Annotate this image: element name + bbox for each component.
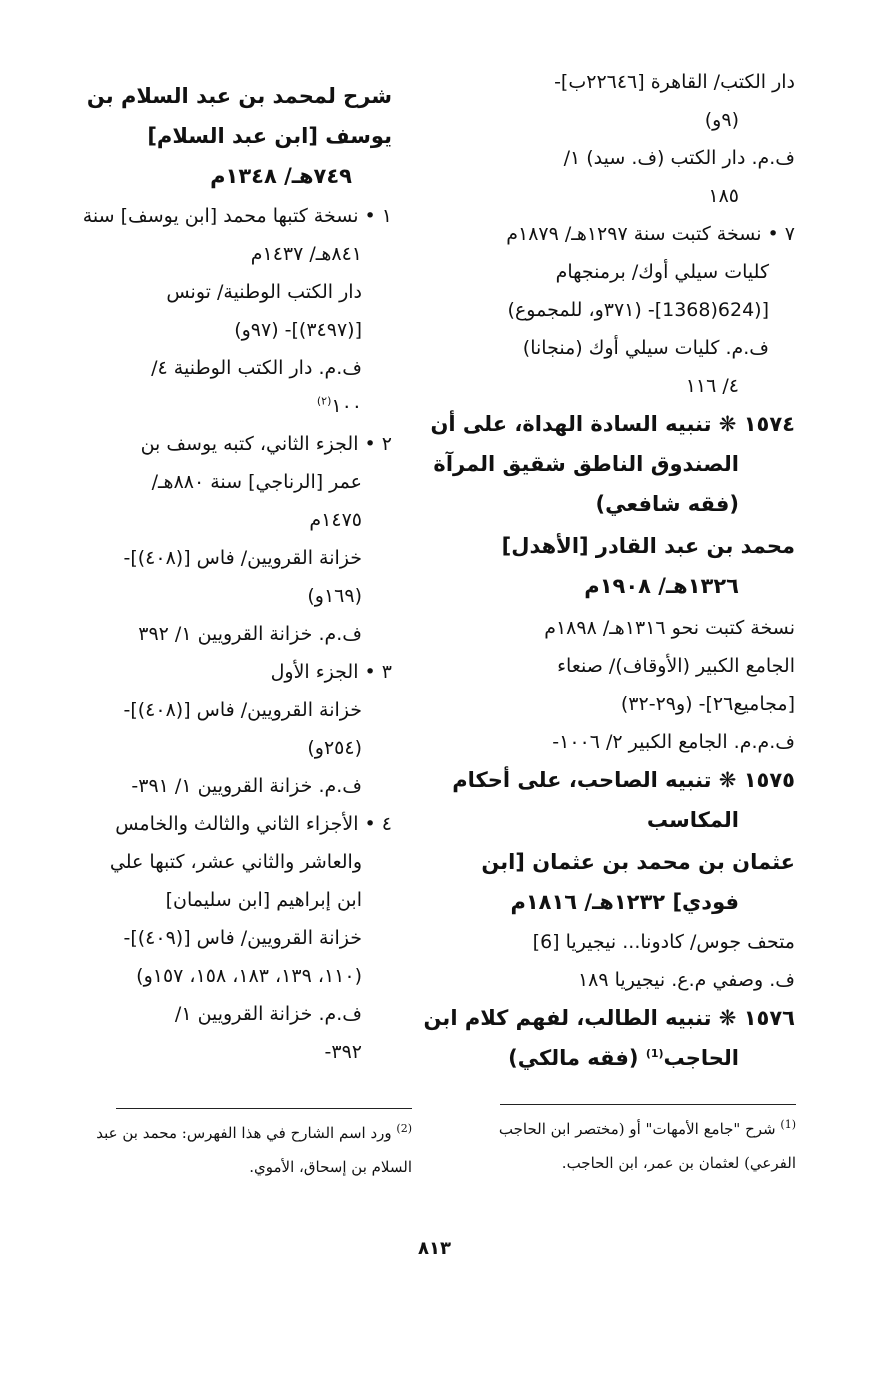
- commentary-title: شرح لمحمد بن عبد السلام بن: [86, 84, 392, 108]
- text-line: ٤/ ١١٦: [685, 375, 739, 397]
- author-dates: ١٣٢٦هـ/ ١٩٠٨م: [584, 574, 739, 598]
- author-name: عثمان بن محمد بن عثمان [ابن: [481, 850, 795, 874]
- footnote-ref: (1): [645, 1047, 664, 1060]
- entry-title: الصندوق الناطق شقيق المرآة: [433, 452, 739, 476]
- footnote-divider: [116, 1108, 412, 1109]
- text-line: ف. وصفي م.ع. نيجيريا ١٨٩: [577, 969, 795, 991]
- text-line-with-ref: [317, 392, 362, 420]
- commentary-title: يوسف [ابن عبد السلام]: [147, 124, 392, 148]
- text-line: (١١٠، ١٣٩، ١٨٣، ١٥٨، ١٥٧و): [136, 965, 362, 987]
- text-line: ١٨٥: [708, 185, 739, 207]
- text-line: ف.م. خزانة القرويين ١/: [174, 1003, 362, 1025]
- text-line: ٧ • نسخة كتبت سنة ١٢٩٧هـ/ ١٨٧٩م: [506, 223, 795, 245]
- text-line: ١ • نسخة كتبها محمد [ابن يوسف] سنة: [82, 205, 392, 227]
- text-line: ٤ • الأجزاء الثاني والثالث والخامس: [115, 813, 392, 835]
- text-line: ف.م. كليات سيلي أوك (منجانا): [522, 337, 769, 359]
- text-line: دار الكتب الوطنية/ تونس: [166, 281, 362, 303]
- footnote-right: [499, 1112, 796, 1180]
- text-line: ٨٤١هـ/ ١٤٣٧م: [250, 243, 362, 265]
- footnote-text: شرح "جامع الأمهات" أو (مختصر ابن الحاجب: [498, 1120, 776, 1138]
- text-line: ١٤٧٥م: [309, 509, 362, 531]
- text-line: عمر [الرناجي] سنة ٨٨٠هـ/: [151, 471, 362, 493]
- text-line: والعاشر والثاني عشر، كتبها علي: [109, 851, 362, 873]
- text-line: دار الكتب/ القاهرة [٢٢٦٤٦ب]-: [554, 71, 795, 93]
- text-line: خزانة القرويين/ فاس [(٤٠٩)]-: [123, 927, 362, 949]
- entry-title-end: [508, 1044, 739, 1072]
- text-line: ف.م. خزانة القرويين ١/ ٣٩٢: [138, 623, 362, 645]
- footnote-text: الفرعي) لعثمان بن عمر، ابن الحاجب.: [561, 1154, 796, 1172]
- text-line: ف.م.م. الجامع الكبير ٢/ ١٠٠٦-: [552, 731, 795, 753]
- footnote-ref: (٢): [316, 394, 332, 408]
- subject-label: (فقه مالكي): [508, 1046, 639, 1070]
- text-line: (١٦٩و): [307, 585, 362, 607]
- subject-label: (فقه شافعي): [595, 492, 739, 516]
- entry-title: ١٥٧٦ ❋ تنبيه الطالب، لفهم كلام ابن: [423, 1006, 795, 1030]
- footnote-mark: (1): [780, 1118, 796, 1131]
- author-dates: ٧٤٩هـ/ ١٣٤٨م: [210, 164, 352, 188]
- text-line: الجامع الكبير (الأوقاف)/ صنعاء: [557, 655, 795, 677]
- text-line: متحف جوس/ كادونا... نيجيريا [6]: [532, 931, 795, 953]
- author-name: فودي] ١٢٣٢هـ/ ١٨١٦م: [510, 890, 739, 914]
- author-name: محمد بن عبد القادر [الأهدل]: [501, 534, 795, 558]
- footnote-divider: [500, 1104, 796, 1105]
- entry-title: ١٥٧٥ ❋ تنبيه الصاحب، على أحكام: [452, 768, 795, 792]
- text-line: ف.م. خزانة القرويين ١/ ٣٩١-: [131, 775, 362, 797]
- text-line: ف.م. دار الكتب (ف. سيد) ١/: [563, 147, 795, 169]
- entry-title: ١٥٧٤ ❋ تنبيه السادة الهداة، على أن: [430, 412, 795, 436]
- footnote-line: [96, 1116, 412, 1150]
- text-line: ٣٩٢-: [324, 1041, 362, 1063]
- text-line: ابن إبراهيم [ابن سليمان]: [165, 889, 362, 911]
- footnote-text: السلام بن إسحاق، الأموي.: [249, 1158, 412, 1176]
- text-line: ف.م. دار الكتب الوطنية ٤/: [151, 357, 362, 379]
- text-line: [(624(1368]- (٣٧١و، للمجموع): [507, 299, 769, 321]
- text-line: (٩و): [704, 109, 739, 131]
- entry-title-text: الحاجب: [663, 1046, 739, 1070]
- footnote-left: [96, 1116, 412, 1184]
- text-line: (٢٥٤و): [307, 737, 362, 759]
- text-line: كليات سيلي أوك/ برمنجهام: [555, 261, 769, 283]
- text-line: [(٣٤٩٧)]- (٩٧و): [234, 319, 362, 341]
- text-value: ١٠٠: [331, 395, 362, 417]
- text-line: [مجاميع٢٦]- (و٢٩-٣٢): [620, 693, 795, 715]
- text-line: نسخة كتبت نحو ١٣١٦هـ/ ١٨٩٨م: [544, 617, 795, 639]
- footnote-line: [499, 1112, 796, 1146]
- footnote-mark: (2): [396, 1122, 412, 1135]
- text-line: خزانة القرويين/ فاس [(٤٠٨)]-: [123, 699, 362, 721]
- text-line: ٣ • الجزء الأول: [270, 661, 392, 683]
- text-line: ٢ • الجزء الثاني، كتبه يوسف بن: [140, 433, 392, 455]
- text-line: خزانة القرويين/ فاس [(٤٠٨)]-: [123, 547, 362, 569]
- entry-title: المكاسب: [646, 808, 739, 832]
- page-number: ٨١٣: [418, 1238, 451, 1259]
- footnote-text: ورد اسم الشارح في هذا الفهرس: محمد بن عبد: [96, 1124, 392, 1142]
